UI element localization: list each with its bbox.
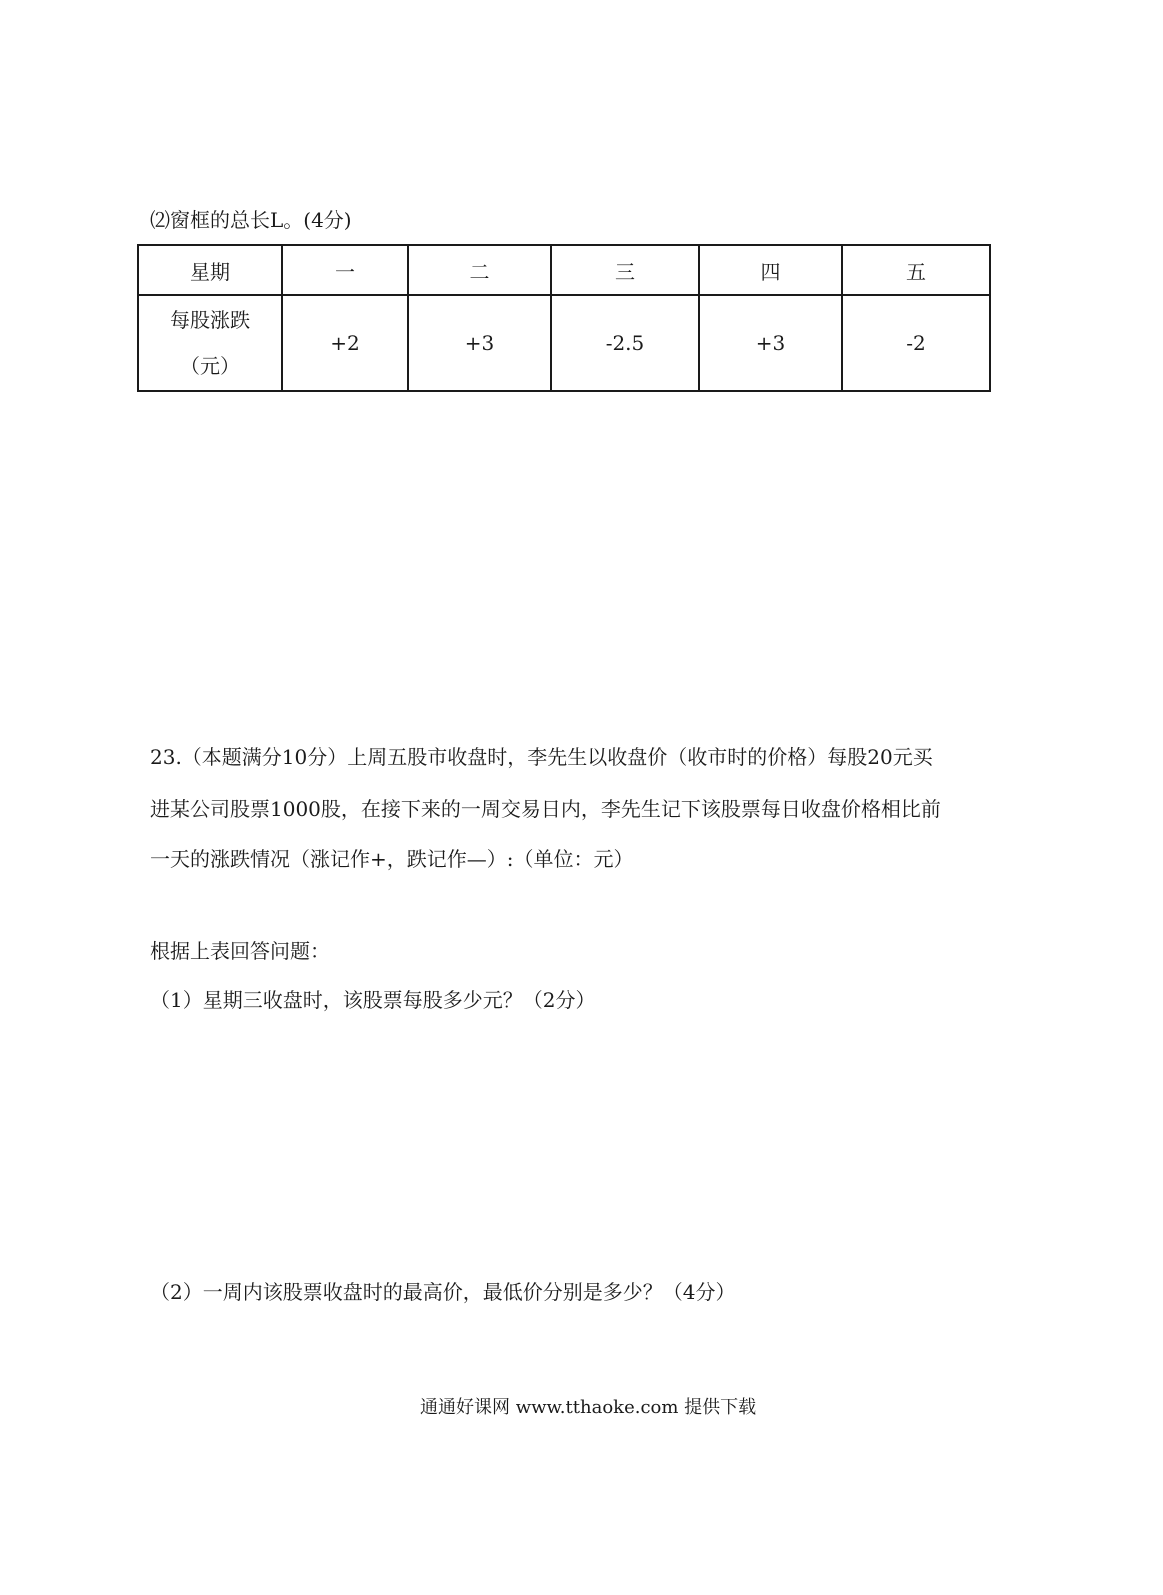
table-header-row: [138, 245, 990, 295]
question-23-text-line-2: 进某公司股票1000股，在接下来的一周交易日内，李先生记下该股票每日收盘价格相比前: [150, 797, 941, 821]
value-cell-fri: -2: [842, 295, 990, 391]
value-cell-thu: +3: [699, 295, 842, 391]
day-cell-mon: 一: [282, 245, 408, 295]
page-footer: 通通好课网 www.tthaoke.com 提供下载: [420, 1397, 757, 1418]
change-per-share-label: 每股涨跌: [170, 308, 250, 332]
question-23-prompt: 根据上表回答问题：: [150, 939, 330, 963]
unit-label: （元）: [180, 354, 240, 378]
day-cell-tue: 二: [408, 245, 551, 295]
value-cell-mon: +2: [282, 295, 408, 391]
question-23-text-line-1: 23.（本题满分10分）上周五股市收盘时，李先生以收盘价（收市时的价格）每股20元买: [150, 745, 933, 769]
day-cell-fri: 五: [842, 245, 990, 295]
weekday-header-cell: 星期: [138, 245, 282, 295]
question-23-text-line-3: 一天的涨跌情况（涨记作+，跌记作—）:（单位：元）: [150, 847, 634, 871]
table-value-row: [138, 295, 990, 391]
value-cell-wed: -2.5: [551, 295, 699, 391]
day-cell-thu: 四: [699, 245, 842, 295]
question-22-part-2: ⑵窗框的总长L。(4分): [150, 208, 352, 232]
value-cell-tue: +3: [408, 295, 551, 391]
day-cell-wed: 三: [551, 245, 699, 295]
stock-change-table: [137, 244, 991, 392]
question-23-sub-1: （1）星期三收盘时，该股票每股多少元？（2分）: [150, 988, 596, 1012]
question-23-sub-2: （2）一周内该股票收盘时的最高价，最低价分别是多少？（4分）: [150, 1280, 736, 1304]
change-per-share-header-cell: [138, 295, 282, 391]
